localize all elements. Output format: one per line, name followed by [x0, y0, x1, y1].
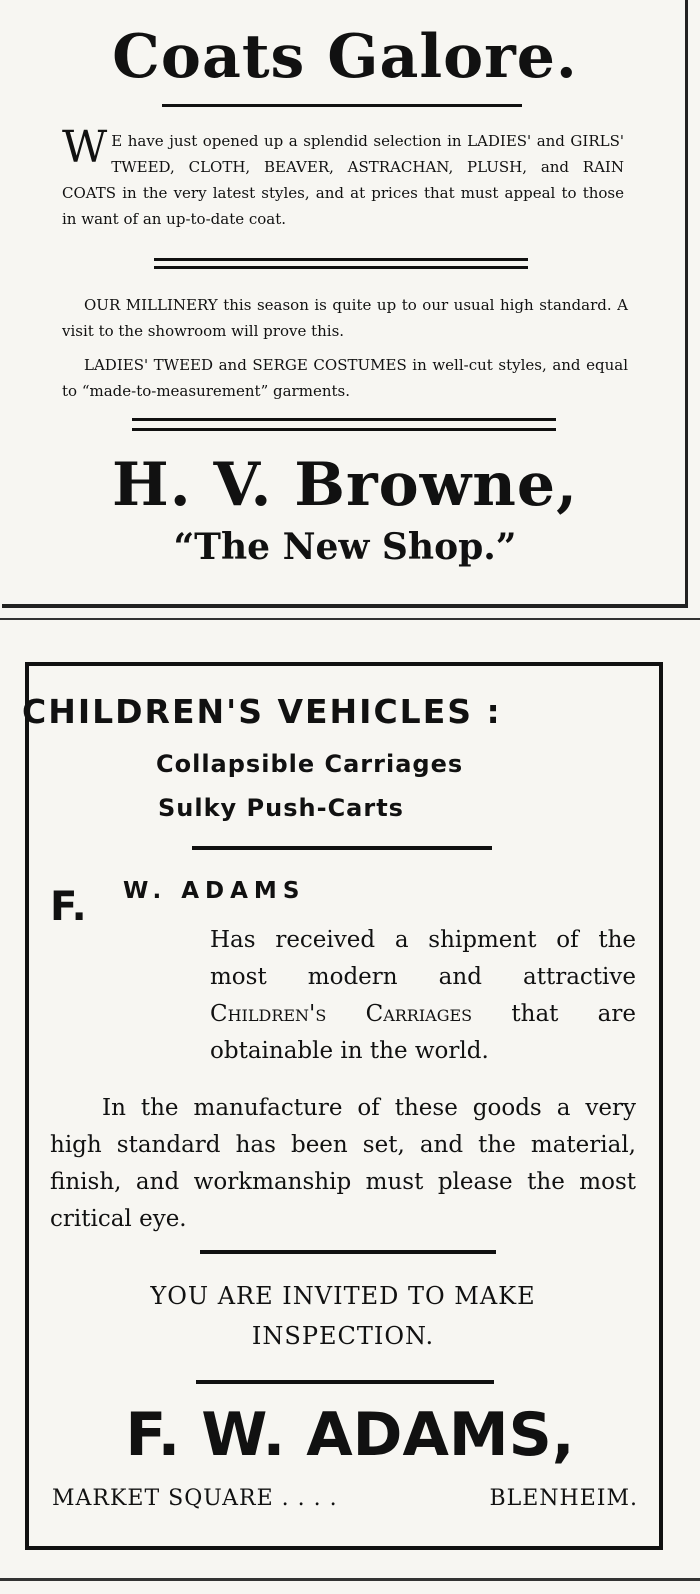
manufacture-paragraph: In the manufacture of these goods a very high standard has been set, and the material, finish, and workmanship must please the most critical eye.: [50, 1095, 636, 1232]
divider-rule: [192, 846, 492, 850]
address: MARKET SQUARE . . . .: [52, 1486, 338, 1511]
shop-tagline: “The New Shop.”: [173, 526, 517, 568]
divider-rule: [162, 104, 522, 107]
shop-name: H. V. Browne,: [112, 450, 578, 520]
page-divider: [0, 618, 700, 620]
coats-advertisement: [2, 0, 688, 608]
merchant-name-small: W. ADAMS: [123, 878, 306, 904]
divider-rule: [200, 1250, 496, 1254]
drop-cap: W: [62, 122, 108, 173]
item-collapsible-carriages: Collapsible Carriages: [156, 750, 464, 778]
invitation-line-2: INSPECTION.: [251, 1322, 435, 1350]
item-sulky-push-carts: Sulky Push-Carts: [158, 794, 404, 822]
vehicles-headline: CHILDREN'S VEHICLES :: [22, 692, 502, 731]
merchant-name-large: F. W. ADAMS,: [125, 1400, 575, 1470]
double-rule-bottom: [132, 428, 556, 431]
shipment-text-b: that are obtainable in the world.: [210, 1001, 636, 1064]
big-initial: F.: [50, 884, 87, 930]
double-rule-top: [132, 418, 556, 421]
coats-intro-paragraph: [62, 122, 624, 232]
page-bottom-rule: [0, 1578, 700, 1581]
coats-headline: Coats Galore.: [112, 22, 578, 92]
invitation: [100, 1276, 586, 1356]
coats-intro-text: E have just opened up a splendid selection in LADIES' and GIRLS' TWEED, CLOTH, BEAVER, ASTRACHAN, PLUSH, and RAIN COATS in the very latest styles, and at prices that must appeal to those in want of an up-to-date coat.: [62, 132, 624, 228]
divider-rule: [196, 1380, 494, 1384]
town: BLENHEIM.: [489, 1486, 638, 1511]
shipment-paragraph: [210, 922, 636, 1070]
millinery-paragraph: OUR MILLINERY this season is quite up to our usual high standard. A visit to the showroom will prove this.: [62, 296, 628, 340]
childrens-carriages-smallcaps: Children's Carriages: [210, 1001, 473, 1027]
costumes-paragraph: LADIES' TWEED and SERGE COSTUMES in well-cut styles, and equal to “made-to-measurement” garments.: [62, 356, 628, 400]
shipment-text-a: Has received a shipment of the most modern and attractive: [210, 927, 636, 990]
double-rule-bottom: [154, 266, 528, 269]
invitation-line-1: YOU ARE INVITED TO MAKE: [150, 1282, 536, 1310]
double-rule-top: [154, 258, 528, 261]
